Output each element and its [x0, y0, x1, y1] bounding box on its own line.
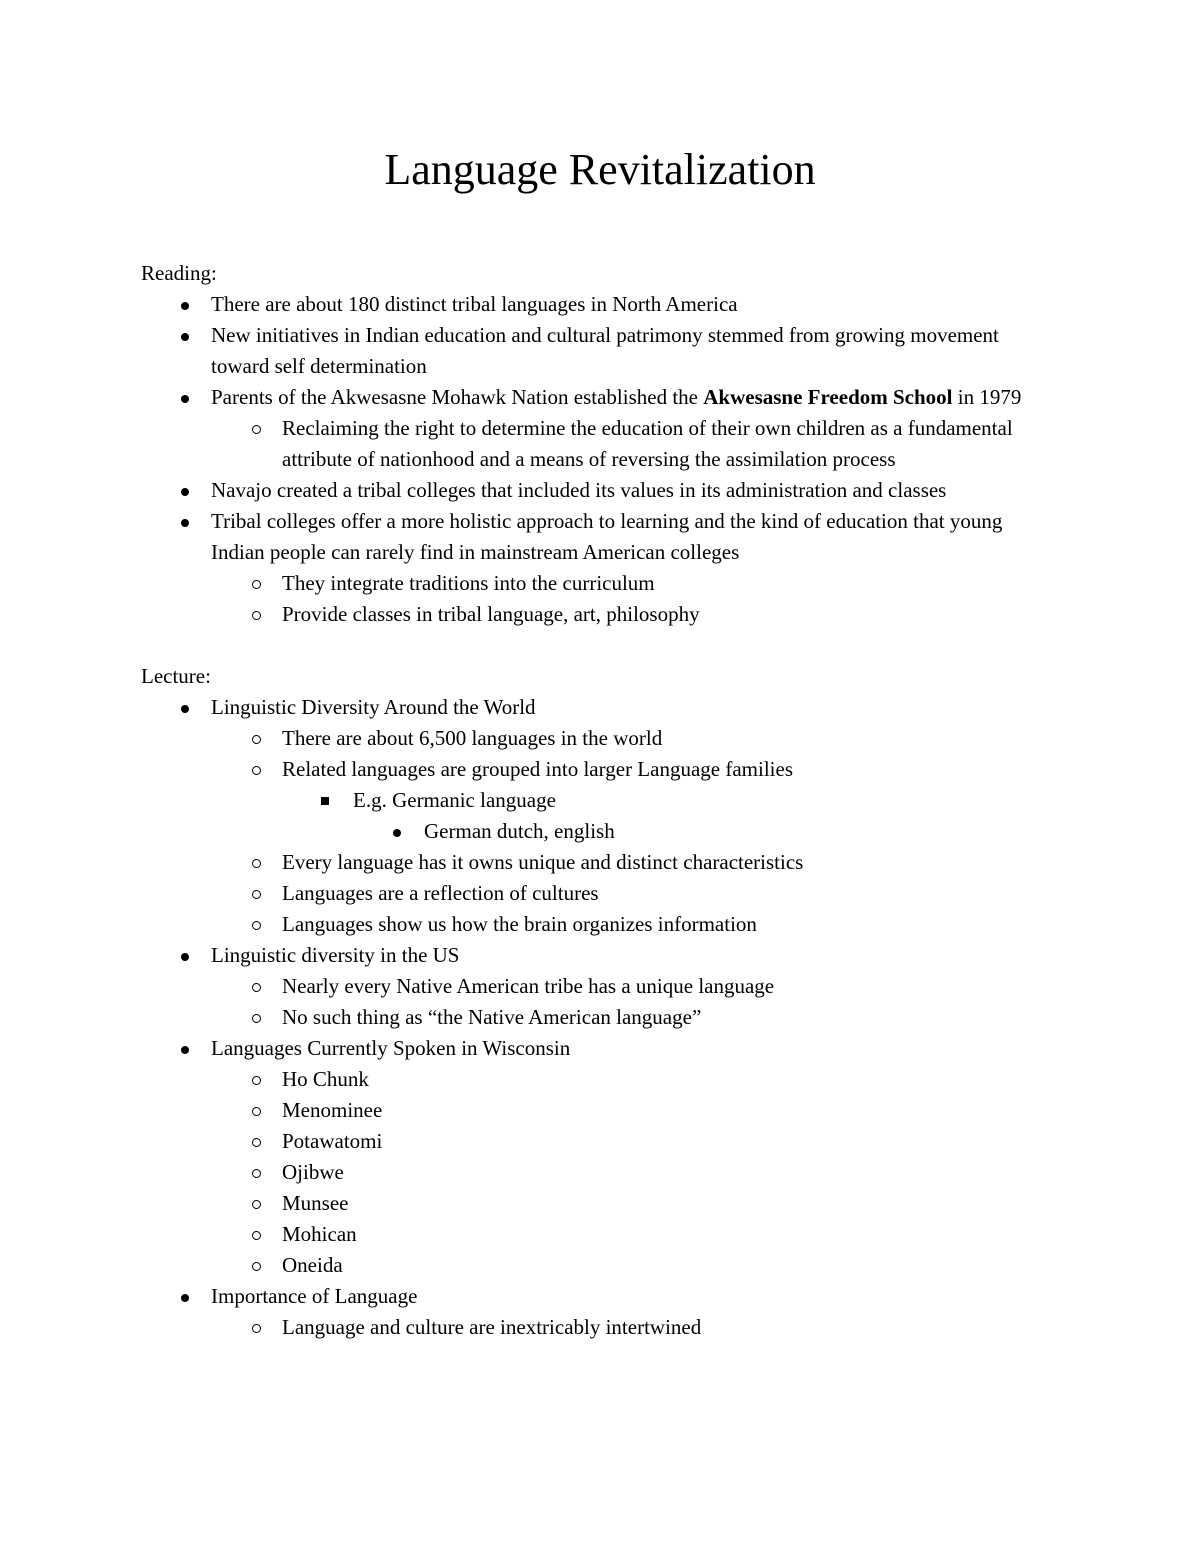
- list-item: Languages are a reflection of cultures: [141, 878, 1061, 909]
- list-item: There are about 6,500 languages in the world: [141, 723, 1061, 754]
- list-item: German dutch, english: [141, 816, 1061, 847]
- bullet-circle-icon: [252, 878, 272, 909]
- bullet-circle-icon: [252, 1064, 272, 1095]
- bullet-circle-icon: [252, 413, 272, 444]
- list-item: Importance of Language: [141, 1281, 1061, 1312]
- list-item: No such thing as “the Native American language”: [141, 1002, 1061, 1033]
- bullet-circle-icon: [252, 754, 272, 785]
- bullet-circle-icon: [252, 1126, 272, 1157]
- list-item: Provide classes in tribal language, art, philosophy: [141, 599, 1061, 630]
- list-item: Ojibwe: [141, 1157, 1061, 1188]
- bullet-dot-icon: [393, 816, 413, 847]
- list-item: Nearly every Native American tribe has a unique language: [141, 971, 1061, 1002]
- list-item: Languages show us how the brain organizes information: [141, 909, 1061, 940]
- bullet-dot-icon: [181, 1033, 201, 1064]
- bullet-circle-icon: [252, 1188, 272, 1219]
- bullet-circle-icon: [252, 1250, 272, 1281]
- list-item: Languages Currently Spoken in Wisconsin: [141, 1033, 1061, 1064]
- list-item: Parents of the Akwesasne Mohawk Nation established the Akwesasne Freedom School in 1979: [141, 382, 1061, 413]
- bullet-dot-icon: [181, 382, 201, 413]
- bullet-circle-icon: [252, 909, 272, 940]
- list-item: Oneida: [141, 1250, 1061, 1281]
- list-item: Mohican: [141, 1219, 1061, 1250]
- list-item: Every language has it owns unique and distinct characteristics: [141, 847, 1061, 878]
- bullet-circle-icon: [252, 1095, 272, 1126]
- school-name: Akwesasne Freedom School: [703, 385, 953, 409]
- bullet-dot-icon: [181, 692, 201, 723]
- list-item: Munsee: [141, 1188, 1061, 1219]
- bullet-dot-icon: [181, 1281, 201, 1312]
- list-item: Related languages are grouped into larger Language families: [141, 754, 1061, 785]
- list-item: There are about 180 distinct tribal languages in North America: [141, 289, 1061, 320]
- lecture-list: [141, 692, 1061, 1343]
- list-item: Linguistic Diversity Around the World: [141, 692, 1061, 723]
- bullet-dot-icon: [181, 320, 201, 351]
- list-item: Language and culture are inextricably intertwined: [141, 1312, 1061, 1343]
- page-title: Language Revitalization: [384, 145, 816, 194]
- notes-body: [141, 258, 1061, 1343]
- bullet-circle-icon: [252, 847, 272, 878]
- list-item: Tribal colleges offer a more holistic approach to learning and the kind of education that young Indian people can rarely find in mainstream American colleges: [141, 506, 1061, 568]
- bullet-dot-icon: [181, 475, 201, 506]
- bullet-circle-icon: [252, 1002, 272, 1033]
- bullet-dot-icon: [181, 289, 201, 320]
- bullet-circle-icon: [252, 971, 272, 1002]
- bullet-circle-icon: [252, 1312, 272, 1343]
- section-spacer: [141, 630, 1061, 661]
- bullet-circle-icon: [252, 1157, 272, 1188]
- list-item: Menominee: [141, 1095, 1061, 1126]
- list-item: Navajo created a tribal colleges that included its values in its administration and classes: [141, 475, 1061, 506]
- bullet-dot-icon: [181, 506, 201, 537]
- bullet-circle-icon: [252, 1219, 272, 1250]
- bullet-circle-icon: [252, 723, 272, 754]
- list-item: New initiatives in Indian education and cultural patrimony stemmed from growing movement toward self determination: [141, 320, 1061, 382]
- bullet-circle-icon: [252, 599, 272, 630]
- list-item: Reclaiming the right to determine the education of their own children as a fundamental attribute of nationhood and a means of reversing the assimilation process: [141, 413, 1061, 475]
- bullet-dot-icon: [181, 940, 201, 971]
- bullet-circle-icon: [252, 568, 272, 599]
- lecture-heading: Lecture:: [141, 664, 211, 688]
- list-item: Linguistic diversity in the US: [141, 940, 1061, 971]
- bullet-square-icon: [321, 785, 341, 816]
- list-item: E.g. Germanic language: [141, 785, 1061, 816]
- list-item: They integrate traditions into the curriculum: [141, 568, 1061, 599]
- list-item: Ho Chunk: [141, 1064, 1061, 1095]
- reading-list: [141, 289, 1061, 630]
- list-item: Potawatomi: [141, 1126, 1061, 1157]
- reading-heading: Reading:: [141, 261, 217, 285]
